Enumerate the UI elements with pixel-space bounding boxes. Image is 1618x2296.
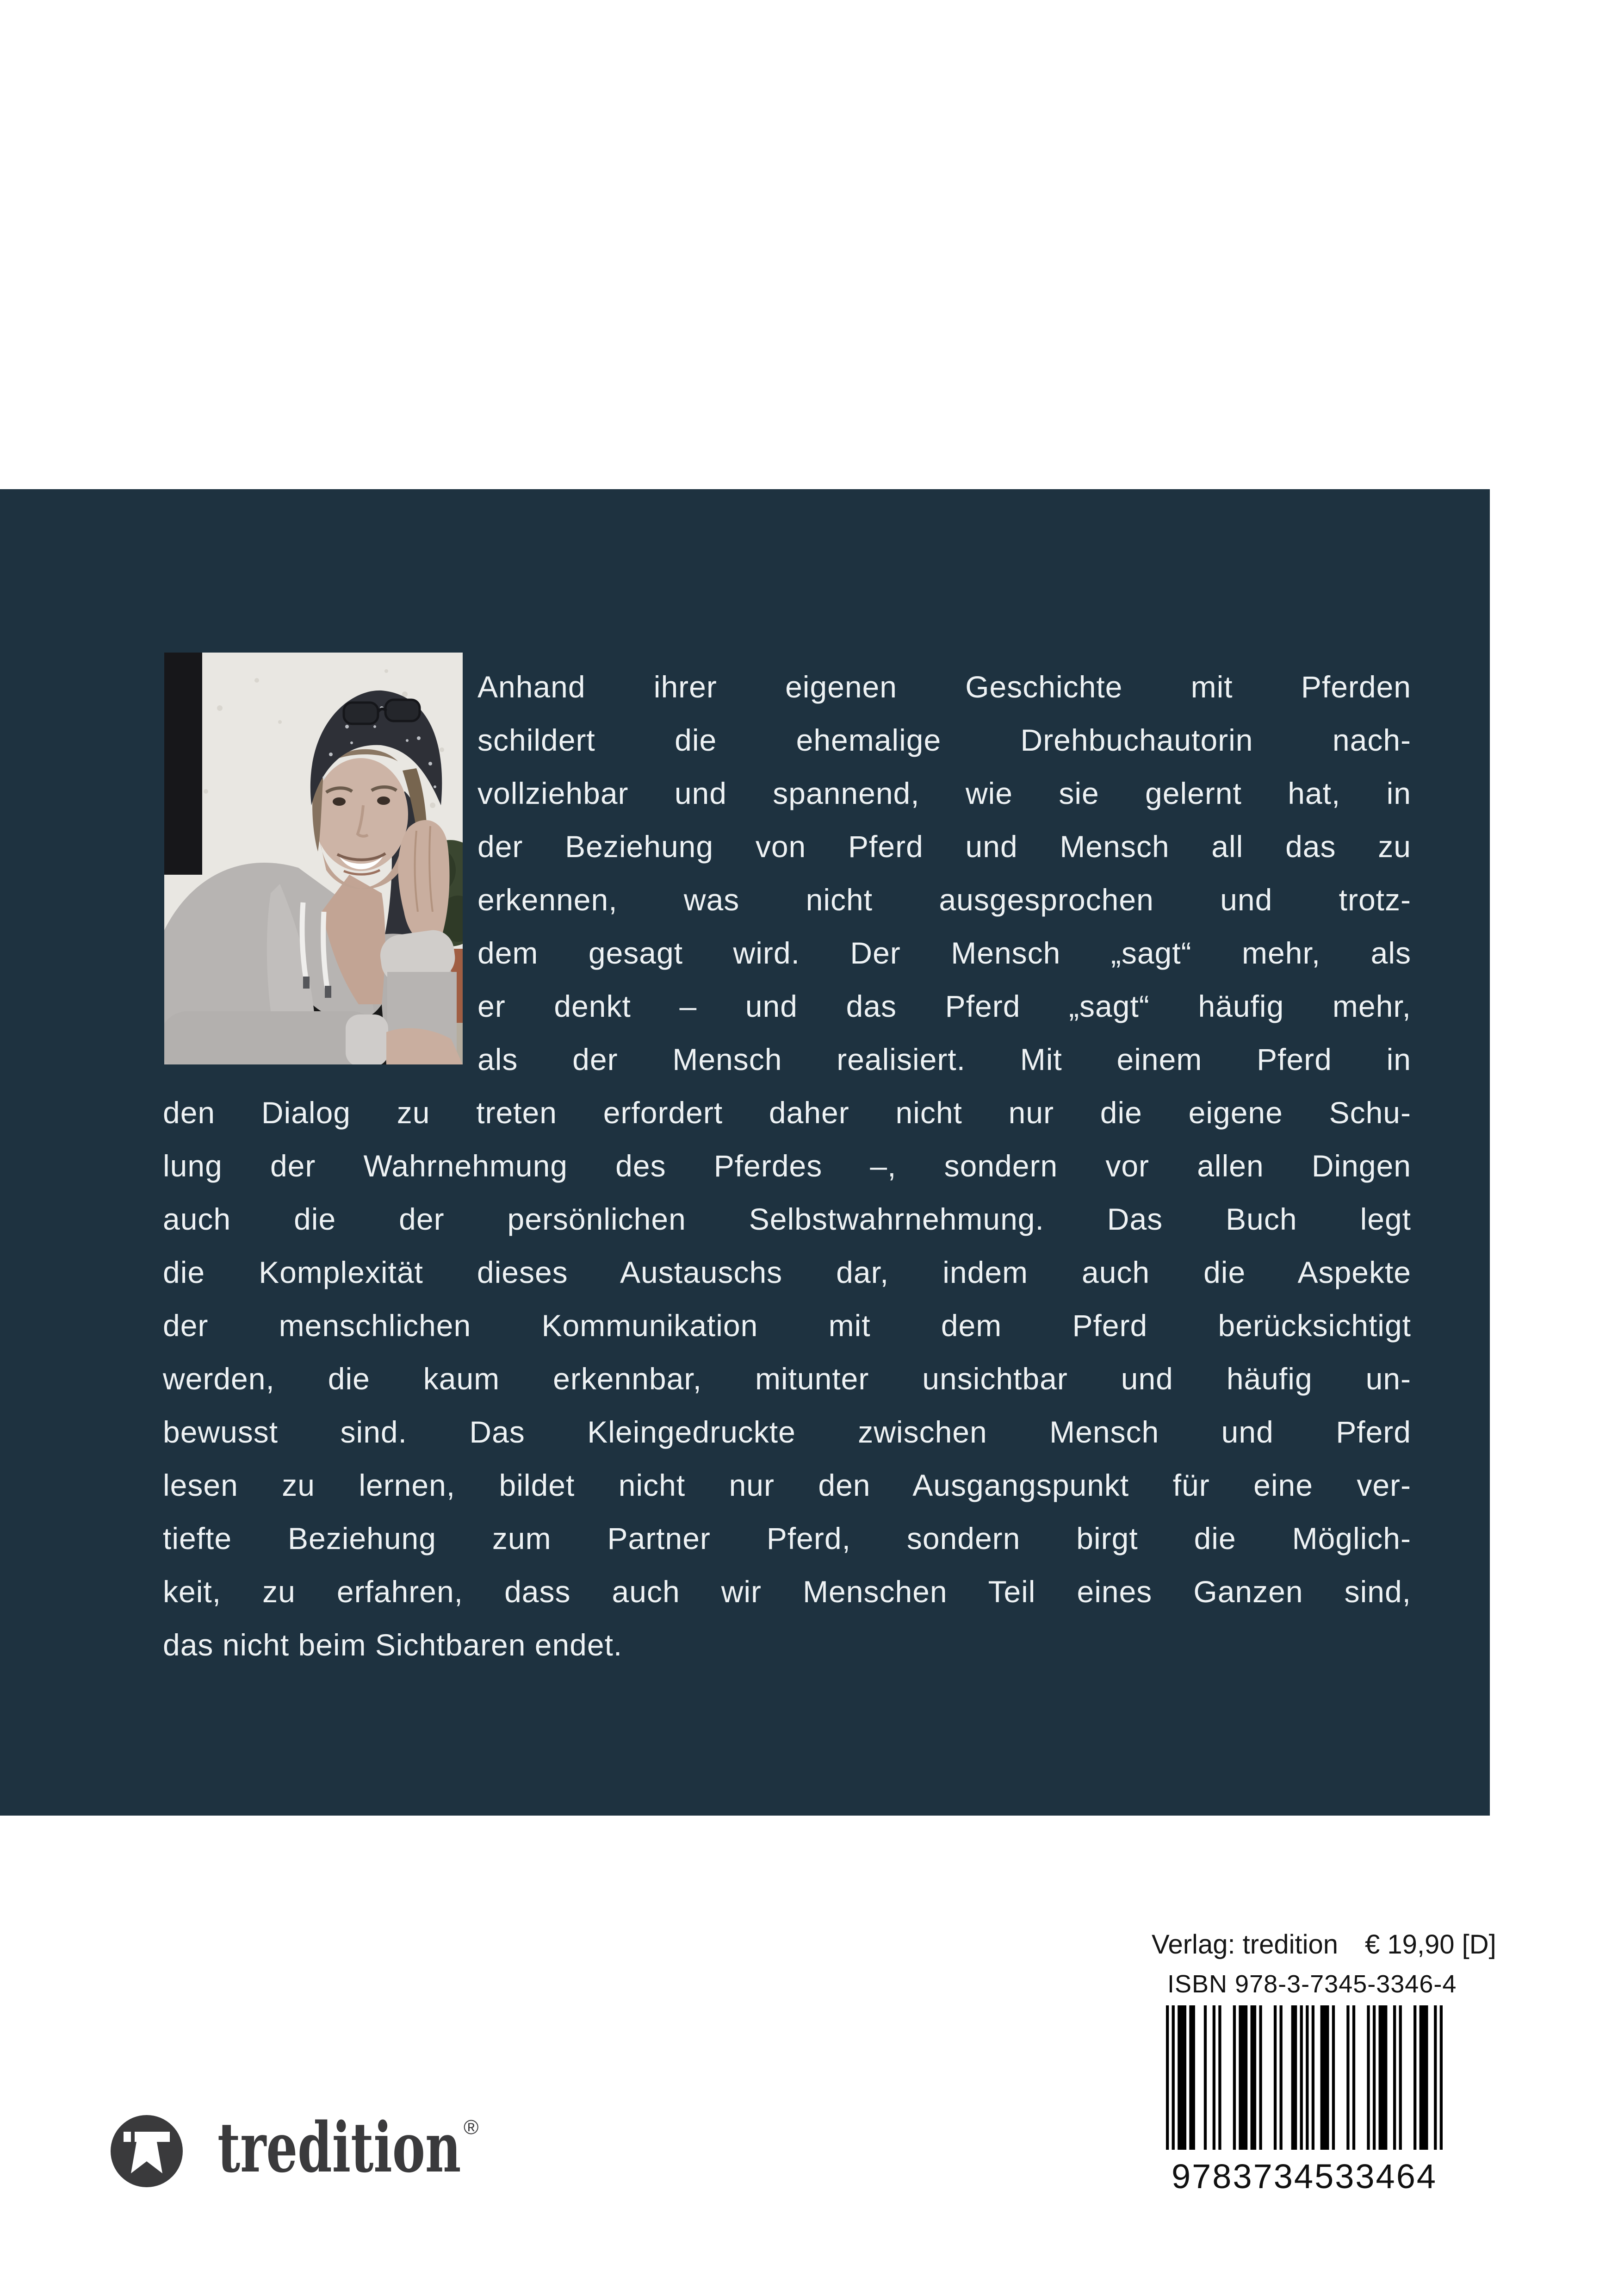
publisher-price-line — [1152, 1929, 1496, 1960]
registered-trademark-icon: ® — [464, 2116, 479, 2139]
blurb-line: das nicht beim Sichtbaren endet. — [163, 1628, 623, 1662]
blurb-line: tiefte Beziehung zum Partner Pferd, sondern birgt die Möglich- — [163, 1521, 1411, 1556]
isbn-label: ISBN 978-3-7345-3346-4 — [1167, 1970, 1457, 1998]
blurb-line: keit, zu erfahren, dass auch wir Menschen Teil eines Ganzen sind, — [163, 1574, 1411, 1609]
blurb-line: werden, die kaum erkennbar, mitunter unsichtbar und häufig un- — [163, 1362, 1411, 1396]
ean-barcode — [1166, 2005, 1443, 2150]
blurb-line: lesen zu lernen, bildet nicht nur den Ausgangspunkt für eine ver- — [163, 1468, 1411, 1502]
blurb-line: schildert die ehemalige Drehbuchautorin nach- — [477, 723, 1411, 757]
barcode-number: 9783734533464 — [1171, 2157, 1438, 2196]
blurb-line: der menschlichen Kommunikation mit dem Pferd berücksichtigt — [163, 1308, 1411, 1343]
blurb-line: die Komplexität dieses Austauschs dar, indem auch die Aspekte — [163, 1255, 1411, 1289]
blurb-line: dem gesagt wird. Der Mensch „sagt“ mehr, als — [477, 936, 1411, 970]
blurb-line: vollziehbar und spannend, wie sie gelernt hat, in — [477, 776, 1411, 810]
blurb-line: der Beziehung von Pferd und Mensch all das zu — [477, 829, 1411, 864]
publisher-label: Verlag: tredition — [1152, 1929, 1339, 1960]
blurb-line: Anhand ihrer eigenen Geschichte mit Pferden — [477, 670, 1411, 704]
blurb-text — [163, 660, 1411, 1672]
blurb-line: erkennen, was nicht ausgesprochen und trotz- — [477, 883, 1411, 917]
blurb-line: er denkt – und das Pferd „sagt“ häufig mehr, — [477, 989, 1411, 1023]
blurb-line: auch die der persönlichen Selbstwahrnehmung. Das Buch legt — [163, 1202, 1411, 1236]
barcode-box — [1166, 2005, 1443, 2150]
tredition-wordmark: tredition — [217, 2107, 461, 2188]
tredition-logo-icon — [110, 2114, 184, 2188]
blurb-line: bewusst sind. Das Kleingedruckte zwischen Mensch und Pferd — [163, 1415, 1411, 1449]
blurb-line: als der Mensch realisiert. Mit einem Pferd in — [477, 1042, 1411, 1076]
blurb-line: den Dialog zu treten erfordert daher nicht nur die eigene Schu- — [163, 1095, 1411, 1130]
blurb-line: lung der Wahrnehmung des Pferdes –, sondern vor allen Dingen — [163, 1149, 1411, 1183]
price-label: € 19,90 [D] — [1365, 1929, 1496, 1960]
